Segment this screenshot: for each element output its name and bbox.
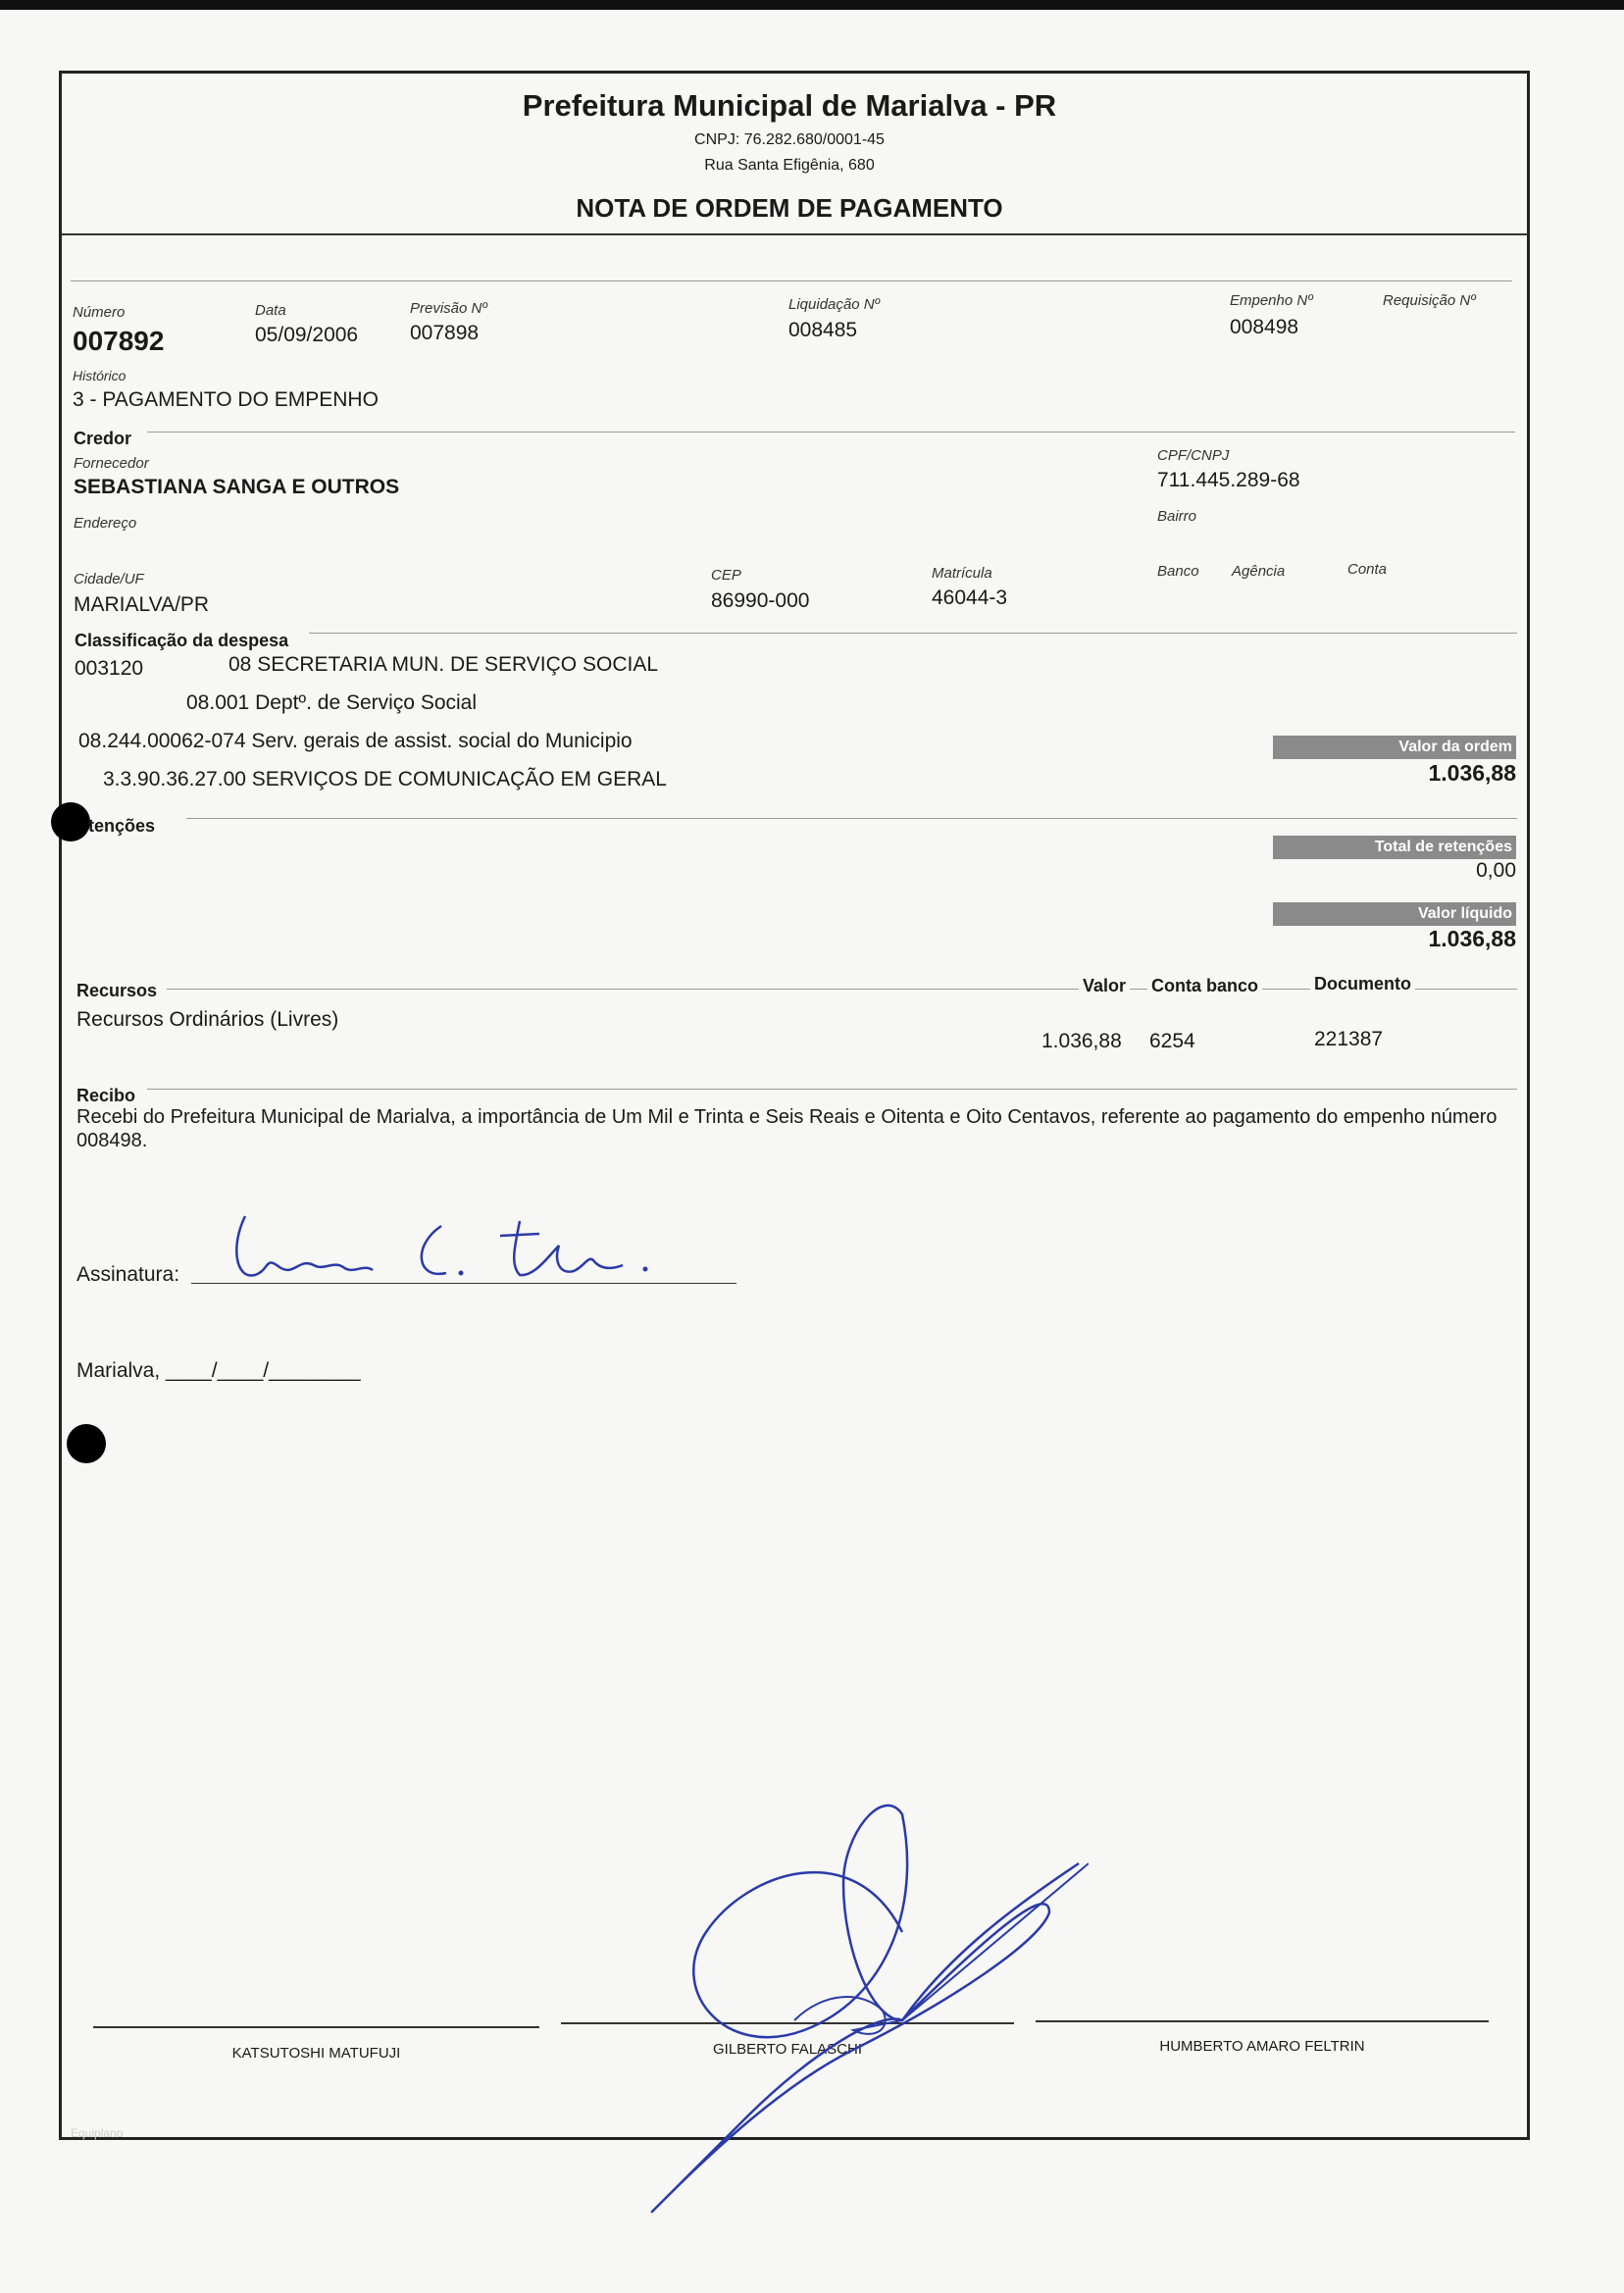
empenho-label: Empenho Nº [1230,292,1313,309]
requisicao-label: Requisição Nº [1383,292,1476,309]
recursos-documento: 221387 [1314,1028,1384,1050]
classificacao-line4: 3.3.90.36.27.00 SERVIÇOS DE COMUNICAÇÃO EM GERAL [103,768,667,790]
fornecedor-label: Fornecedor [74,455,149,472]
historico-value: 3 - PAGAMENTO DO EMPENHO [73,388,379,411]
doc-title: NOTA DE ORDEM DE PAGAMENTO [576,193,1003,223]
agencia-label: Agência [1232,563,1286,580]
bairro-label: Bairro [1157,508,1197,525]
retencoes-line [186,818,1517,819]
valor-ordem-label: Valor da ordem [1273,736,1516,759]
signature-line-1 [93,2026,539,2028]
org-cnpj: CNPJ: 76.282.680/0001-45 [694,131,885,148]
classificacao-line2: 08.001 Deptº. de Serviço Social [186,691,478,714]
endereco-label: Endereço [74,515,137,532]
empenho-value: 008498 [1230,316,1299,338]
signature-line-3 [1036,2020,1489,2022]
previsao-value: 007898 [410,322,480,344]
scan-top-edge [0,0,1624,10]
matricula-value: 46044-3 [932,586,1008,609]
recursos-valor: 1.036,88 [1041,1030,1122,1052]
conta-label: Conta [1347,561,1388,578]
classificacao-line1: 08 SECRETARIA MUN. DE SERVIÇO SOCIAL [228,653,659,676]
punch-hole-2 [67,1424,106,1463]
liquidacao-label: Liquidação Nº [788,296,881,313]
banco-label: Banco [1157,563,1199,580]
retencoes-section: tenções [88,816,156,836]
recursos-section: Recursos [76,981,158,1000]
punch-hole-1 [51,802,90,841]
valor-ordem-value: 1.036,88 [1428,760,1516,786]
recibo-text: Recebi do Prefeitura Municipal de Marialva, a importância de Um Mil e Trinta e Seis Reais e Oitenta e Oito Centavos, referente ao pagamento do empenho número 008498. [76,1106,1497,1151]
data-value: 05/09/2006 [255,324,359,346]
cpf-value: 711.445.289-68 [1157,469,1300,491]
cep-value: 86990-000 [711,589,810,612]
header-divider [61,233,1528,235]
recursos-descricao: Recursos Ordinários (Livres) [76,1008,339,1031]
signatory-2: GILBERTO FALASCHI [713,2041,862,2058]
classificacao-section: Classificação da despesa [75,631,289,650]
cidade-label: Cidade/UF [74,571,144,587]
credor-section: Credor [74,429,132,448]
credor-line [147,432,1515,433]
previsao-label: Previsão Nº [410,300,487,317]
historico-label: Histórico [73,368,127,383]
org-title: Prefeitura Municipal de Marialva - PR [522,88,1057,123]
valor-liquido-value: 1.036,88 [1428,926,1516,951]
total-retencoes-value: 0,00 [1476,859,1516,882]
cpf-label: CPF/CNPJ [1157,447,1230,464]
recursos-documento-label: Documento [1310,974,1415,994]
org-address: Rua Santa Efigênia, 680 [704,157,875,174]
recipient-signature [226,1206,736,1295]
recibo-line [147,1089,1517,1090]
numero-value: 007892 [73,326,165,356]
classificacao-line [309,633,1517,634]
recursos-conta-label: Conta banco [1147,976,1262,996]
recibo-section: Recibo [76,1086,136,1105]
fornecedor-value: SEBASTIANA SANGA E OUTROS [74,476,400,498]
total-retencoes-label: Total de retenções [1273,836,1516,859]
recursos-valor-label: Valor [1079,976,1130,996]
classificacao-code: 003120 [75,657,144,680]
signatory-3: HUMBERTO AMARO FELTRIN [1159,2038,1365,2055]
liquidacao-value: 008485 [788,319,858,341]
assinatura-label: Assinatura: [76,1263,180,1286]
cidade-value: MARIALVA/PR [74,593,210,616]
ids-top-line [71,280,1512,281]
numero-label: Número [73,304,126,321]
matricula-label: Matrícula [932,565,992,582]
cep-label: CEP [711,567,741,584]
equiplano-watermark: Equiplano [71,2126,124,2140]
official-signature [579,1795,1089,2226]
valor-liquido-label: Valor líquido [1273,902,1516,926]
recursos-conta: 6254 [1149,1030,1195,1052]
local-data-line: Marialva, ____/____/________ [76,1359,361,1382]
classificacao-line3: 08.244.00062-074 Serv. gerais de assist. social do Municipio [78,730,633,752]
signatory-1: KATSUTOSHI MATUFUJI [231,2045,401,2062]
data-label: Data [255,302,286,319]
